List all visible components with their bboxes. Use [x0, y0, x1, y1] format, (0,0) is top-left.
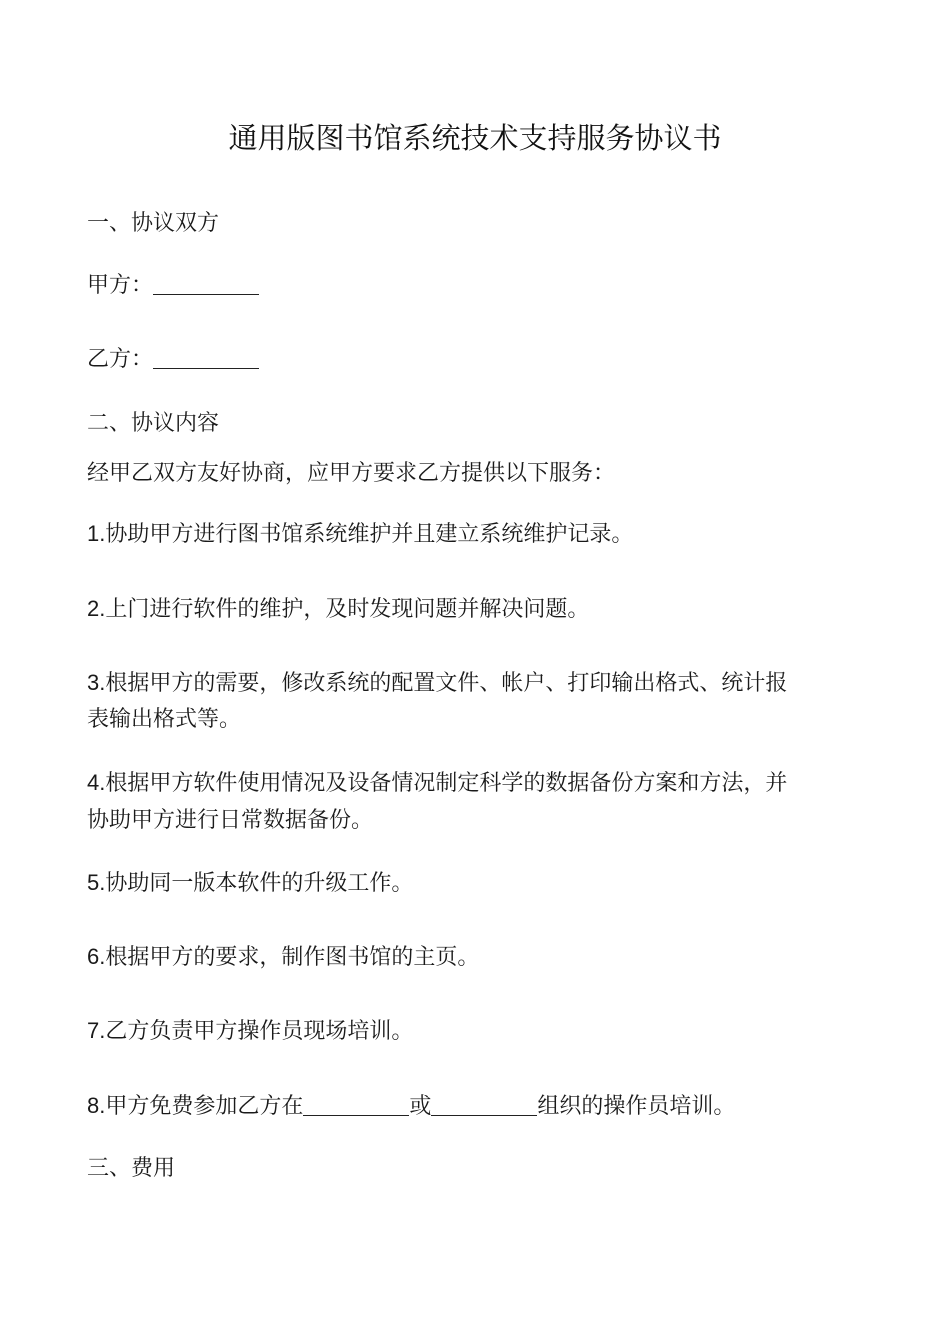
- item-number: 5.: [87, 870, 106, 895]
- list-item: [87, 664, 877, 703]
- section-heading-content: 二、协议内容: [87, 411, 220, 436]
- section-heading-fees: 三、费用: [87, 1156, 176, 1181]
- item-number: 7.: [87, 1018, 106, 1043]
- content-intro: 经甲乙双方友好协商，应甲方要求乙方提供以下服务：: [87, 461, 616, 486]
- list-item: [87, 864, 877, 903]
- section-heading-parties: 一、协议双方: [87, 211, 220, 236]
- document-title: 通用版图书馆系统技术支持服务协议书: [228, 121, 722, 155]
- item-number: 4.: [87, 770, 106, 795]
- item-text: 上门进行软件的维护，及时发现问题并解决问题。: [105, 597, 590, 622]
- item-text: 根据甲方的需要，修改系统的配置文件、帐户、打印输出格式、统计报: [105, 671, 788, 696]
- item-text-part-a: 甲方免费参加乙方在: [105, 1094, 304, 1119]
- list-item: [87, 764, 877, 803]
- party-b-blank: [153, 350, 259, 369]
- party-a-label: 甲方：: [87, 273, 154, 298]
- party-b-line: [87, 341, 877, 379]
- training-location-blank-2: [431, 1097, 537, 1116]
- list-item: [87, 938, 877, 977]
- item-number: 2.: [87, 596, 106, 621]
- item-text-part-b: 或: [409, 1094, 432, 1119]
- item-number: 3.: [87, 670, 106, 695]
- party-b-label: 乙方：: [87, 347, 154, 372]
- item-text-part-c: 组织的操作员培训。: [537, 1094, 736, 1119]
- item-number: 6.: [87, 944, 106, 969]
- training-location-blank-1: [303, 1097, 409, 1116]
- list-item-continuation: 协助甲方进行日常数据备份。: [87, 808, 374, 833]
- item-text: 根据甲方的要求，制作图书馆的主页。: [105, 945, 480, 970]
- item-text: 协助甲方进行图书馆系统维护并且建立系统维护记录。: [105, 522, 634, 547]
- list-item-continuation: 表输出格式等。: [87, 707, 242, 732]
- item-number: 8.: [87, 1093, 106, 1118]
- list-item: [87, 590, 877, 629]
- list-item: [87, 1012, 877, 1051]
- party-a-blank: [153, 276, 259, 295]
- item-text: 协助同一版本软件的升级工作。: [105, 871, 414, 896]
- list-item: [87, 1087, 877, 1126]
- party-a-line: [87, 267, 877, 305]
- item-number: 1.: [87, 521, 106, 546]
- item-text: 乙方负责甲方操作员现场培训。: [105, 1019, 414, 1044]
- item-text: 根据甲方软件使用情况及设备情况制定科学的数据备份方案和方法，并: [105, 771, 788, 796]
- list-item: [87, 515, 877, 554]
